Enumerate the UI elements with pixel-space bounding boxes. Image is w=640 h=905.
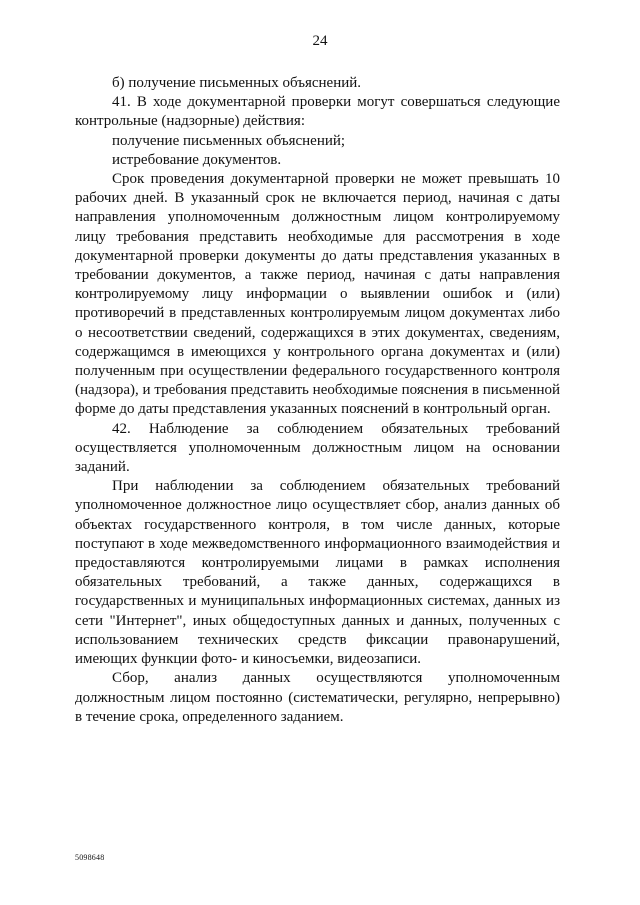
- paragraph-42: 42. Наблюдение за соблюдением обязательных требований осуществляется уполномоченным должностным лицом на основании заданий.: [75, 420, 560, 476]
- paragraph-item-b: б) получение письменных объяснений.: [112, 75, 362, 91]
- document-code: 5098648: [75, 853, 105, 862]
- document-body: [75, 74, 560, 727]
- paragraph-observation-data-collection: При наблюдении за соблюдением обязательных требований уполномоченное должностное лицо осуществляет сбор, анализ данных об объектах государственного контроля, в том числе данных, которые поступают в ходе межведомственного информационного взаимодействия и предоставляются контролируемыми лицами в рамках исполнения обязательных требований, а также данных, содержащихся в государственных и муниципальных информационных системах, данных из сети "Интернет", иных общедоступных данных и данных, полученных с использованием технических средств фиксации правонарушений, имеющих функции фото- и киносъемки, видеозаписи.: [75, 478, 560, 668]
- paragraph-collection-schedule: Сбор, анализ данных осуществляются уполномоченным должностным лицом постоянно (систематически, регулярно, непрерывно) в течение срока, определенного заданием.: [75, 670, 560, 725]
- paragraph-inspection-period: Срок проведения документарной проверки не может превышать 10 рабочих дней. В указанный срок не включается период, начиная с даты направления уполномоченным должностным лицом контролируемому лицу требования представить необходимые для рассмотрения в ходе документарной проверки документы до даты представления указанных в требовании документов, а также период, начиная с даты направления контролируемому лицу информации о выявлении ошибок и (или) противоречий в представленных контролируемым лицом документах либо о несоответствии сведений, содержащихся в этих документах, сведениям, содержащимся в имеющихся у контрольного органа документах и (или) полученным при осуществлении федерального государственного контроля (надзора), и требования представить необходимые пояснения в письменной форме до даты представления указанных пояснений в контрольный орган.: [75, 171, 560, 418]
- list-item-written-explanations: получение письменных объяснений;: [112, 132, 346, 149]
- list-item-document-request: истребование документов.: [112, 151, 282, 168]
- paragraph-41: 41. В ходе документарной проверки могут совершаться следующие контрольные (надзорные) действия:: [75, 94, 560, 130]
- page-number: 24: [312, 33, 328, 49]
